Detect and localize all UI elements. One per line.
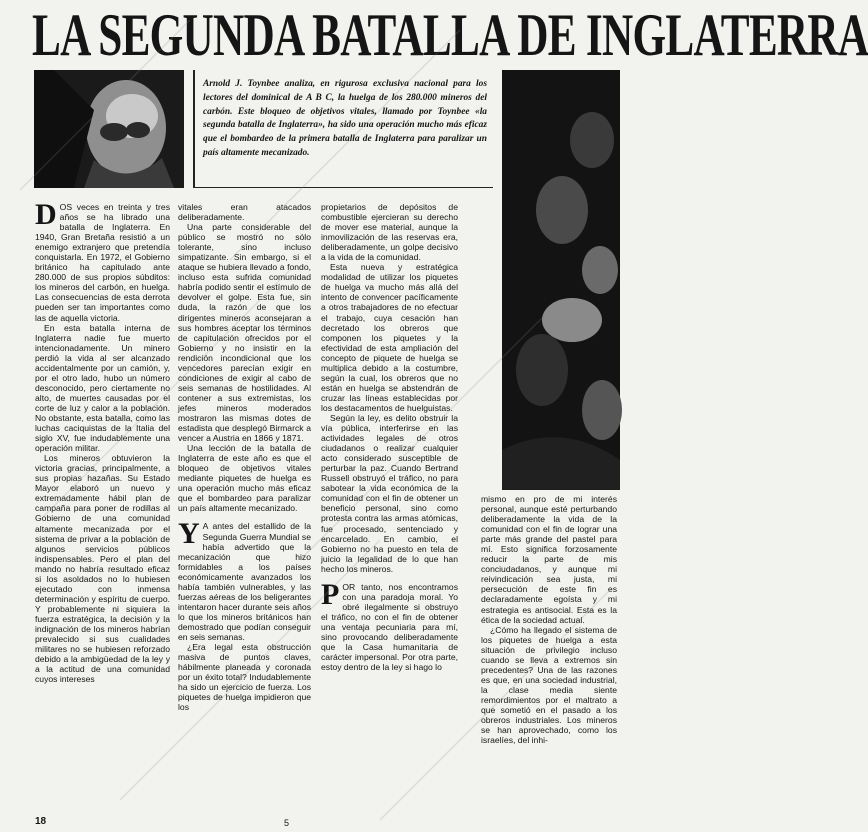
intro-box [193,70,493,188]
footer-mark: 5 [284,818,290,828]
column-3-paragraph-3: Según la ley, es delito obstruir la vía pública, interferirse en las actividades legales de otros ciudadanos o realizar cualquier acto considerado susceptible de perturbar la paz. Cuando Bertrand Russell obstruyó el tráfico, no para sabotear la vida económica de la comunidad con el fin de obtener un beneficio personal, sino como protesta contra las armas atómicas, fue procesado, sentenciado y encarcelado. En cambio, el Gobierno no ha puesto en tela de juicio la legalidad de lo que han hecho los mineros. [321,412,458,574]
article-column-4 [481,494,617,832]
column-2-paragraph-1: vitales eran atacados deliberadamente. [178,202,311,223]
column-1-paragraph-3: Los mineros obtuvieron la victoria gracias, principalmente, a sus propias hazañas. Su Estado Mayor elaboró un nuevo y extremadamente hábil plan de campaña para poner de rodillas al Gobierno de una comunidad altamente mecanizada por el sistema de privar a la población de algunos servicios públicos indispensables. Pero el plan del mando no habría resultado eficaz si los asoldados no lo hubiesen ejecutado con inmensa determinación y espíritu de cuerpo. Y probablemente ni siquiera la fuerza estratégica, la decisión y la indignación de los mineros habrían prevalecido si sus cualidades militares no se hubiesen reforzado debido a la ambigüedad de la ley y a la actitud de una comunidad cuyos intereses [35,453,170,685]
column-3-paragraph-1: propietarios de depósitos de combustible ejercieran su derecho de mover ese material, aunque la inmovilización de las reservas era, deliberadamente, un golpe decisivo a la vida de la comunidad. [321,202,458,263]
portrait-photo-graphic [34,70,184,188]
column-3-section-text: OR tanto, nos encontramos con una paradoja moral. Yo obré ilegalmente si obstruyo el tráfico, no con el fin de obtener una ventaja pecuniaria para mí, sino provocando deliberadamente que la Casa humanitaria de carácter impersonal. Por otra parte, estoy dentro de la ley si hago lo [321,581,458,673]
column-3-paragraph-2: Esta nueva y estratégica modalidad de utilizar los piquetes de huelga va mucho más allá del intento de convencer pacíficamente a otros trabajadores de no efectuar el trabajo, cuya cesación han decretado los obreros que componen los piquetes y la efectividad de esta ampliación del concepto de piquete de huelga se multiplica debido a la costumbre, según la cual, los obreros que no están en huelga se abstendrán de cruzar las líneas establecidas por los destacamentos de huelguistas. [321,262,458,413]
column-1-paragraph-2: En esta batalla interna de Inglaterra nadie fue muerto intencionadamente. Un minero perdió la vida al ser alcanzado accidentalmente por un camión, y, por el otro lado, hubo un número desconocido, pero ciertamente no alto, de muertes causadas por el corte de luz y calor a la población. No obstante, esta batalla, como las luchas caciquistas de la Italia del siglo XV, fue indudablemente una operación militar. [35,322,170,454]
column-2-tail: ¿Era legal esta obstrucción masiva de puntos claves, hábilmente planeada y coronada por un éxito total? Indudablemente ha sido un ejercicio de fuerza. Los piquetes de huelga impidieron que los [178,642,311,713]
column-4-paragraph-1: mismo en pro de mi interés personal, aunque esté perturbando deliberadamente la vida de la comunidad con el fin de lograr una parte más grande del pastel para mí. Esto significa forzosamente reducir la parte de mis conciudadanos, y aunque mi reivindicación sea justa, mi persecución de este fin es declaradamente egoísta y mi estrategia es antisocial. Esta es la ética de la sociedad actual. [481,494,617,625]
article-column-2 [178,202,311,832]
column-4-paragraph-2: ¿Cómo ha llegado el sistema de los piquetes de huelga a esta situación de privilegio incluso cuando se lleva a extremos sin precedentes? Una de las razones es que, en una sociedad industrial, la clase media siente remordimientos por el maltrato a que sometió en el pasado a los obreros industriales. Los mineros se han aprovechado, como los israelíes, del inhi- [481,624,617,746]
column-2-section-lead [178,517,311,642]
column-2-section-text: A antes del estallido de la Segunda Guerra Mundial se había advertido que la mecanización que hizo formidables a los países económicamente avanzados los había también vulnerables, y las fuerzas aéreas de los beligerantes intentaron hacer durante seis años lo que los mineros británicos han demostrado que podían conseguir en seis semanas. [178,521,311,642]
column-2-paragraph-3: Una lección de la batalla de Inglaterra de este año es que el bloqueo de objetivos vitales mediante piquetes de huelga es una operación mucho más eficaz que el bombardeo para paralizar un país altamente mecanizado. [178,443,311,514]
column-3-section-lead [321,577,458,673]
drop-cap-d: D [35,198,57,231]
intro-text: Arnold J. Toynbee analiza, en rigurosa exclusiva nacional para los lectores del dominical de A B C, la huelga de los 280.000 mineros del carbón. Este bloqueo de objetivos vitales, llamado por Toynbee «la segunda batalla de Inglaterra», ha sido una operación mucho más eficaz que el bombardeo de la primera batalla de Inglaterra para paralizar un país altamente mecanizado. [203,79,487,158]
page-headline: LA SEGUNDA BATALLA DE INGLATERRA [32,2,868,68]
drop-cap-p: P [321,577,340,611]
drop-cap-y: Y [178,517,200,551]
column-2-paragraph-2: Una parte considerable del público se mostró no sólo tolerante, sino incluso simpatizante. Sin embargo, si el ataque se hubiera llevado a fondo, incluso esta sufrida comunidad habría podido sentir el estímulo de devolver el golpe. Esta fue, sin duda, la razón de que los dirigentes mineros aconsejaran a sus hombres aceptar los términos de capitulación ofrecidos por el Gobierno y no insistir en la rendición incondicional que los vencedores parecían exigir en condiciones de exigir al cabo de seis semanas de hostilidades. Al contener a sus extremistas, los jefes mineros moderados mostraron las mismas dotes de estadista que desplegó Birmarck a vencer a Austria en 1866 y 1871. [178,222,311,444]
portrait-photo [34,70,184,188]
page-number: 18 [35,816,47,827]
column-1-paragraph-1: OS veces en treinta y tres años se ha librado una batalla de Inglaterra. En 1940, Gran Bretaña resistió a un enemigo extranjero que pretendía conquistarla. En 1972, el Gobierno británico ha capitulado ante 280.000 de sus propios súbditos: los mineros del carbón, en huelga. Las consecuencias de esta derrota pueden ser tan importantes como las de aquella victoria. [35,202,170,323]
article-column-3 [321,202,458,832]
column-1-lead [35,198,170,323]
crowd-photo [502,70,620,490]
crowd-photo-graphic [502,70,620,490]
article-column-1 [35,198,170,832]
